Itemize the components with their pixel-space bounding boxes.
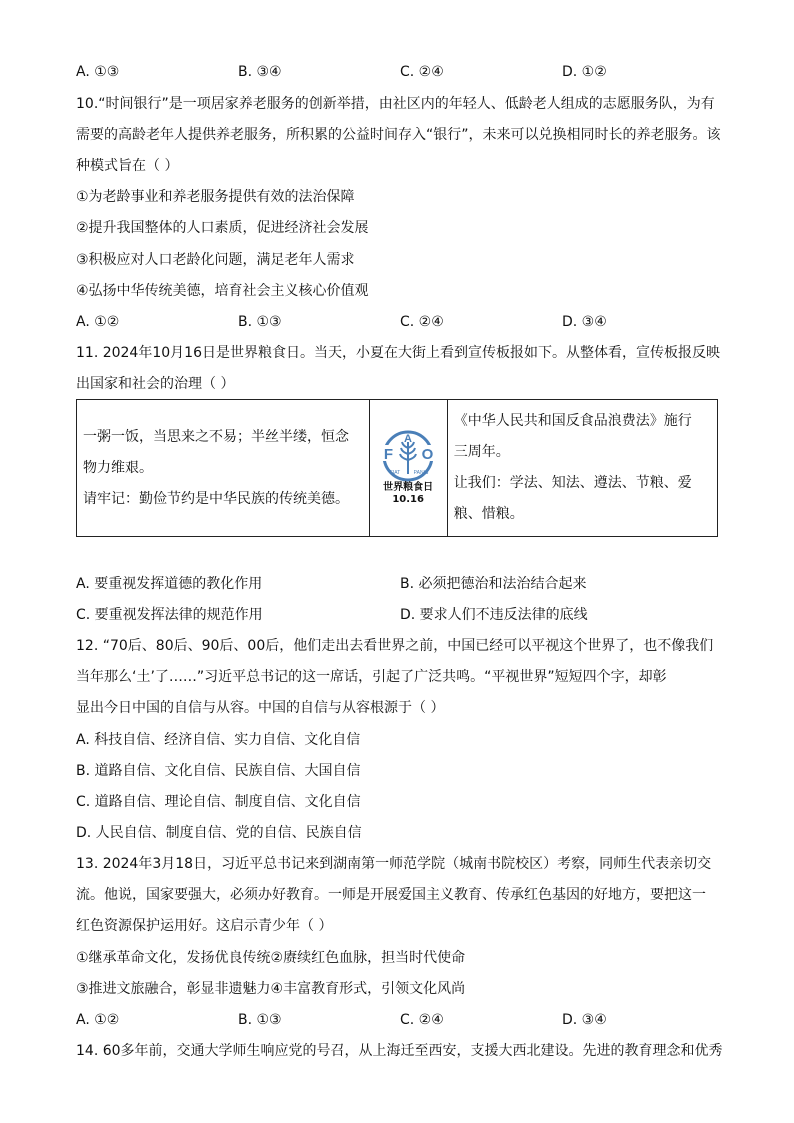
q9-option-a: A. ①③: [76, 64, 120, 80]
q10-item: ②提升我国整体的人口素质，促进经济社会发展: [76, 220, 369, 236]
logo-letter-o: O: [421, 446, 434, 463]
q10-stem-line: 需要的高龄老年人提供养老服务，所积累的公益时间存入“银行”，未来可以兑换相同时长的养老服务。该: [76, 127, 721, 143]
q11-option-d: D. 要求人们不违反法律的底线: [400, 607, 588, 623]
logo-title: 世界粮食日: [383, 482, 434, 493]
poster-right-line: 粮、惜粮。: [453, 506, 524, 522]
poster-left-line: 物力维艰。: [83, 459, 153, 476]
q11-stem-line: 出国家和社会的治理（ ）: [76, 376, 235, 392]
q12-stem-line: 当年那么‘土’了……”习近平总书记的这一席话，引起了广泛共鸣。“平视世界”短短四个字，却彰: [76, 669, 667, 685]
poster-right-line: 《中华人民共和国反食品浪费法》施行: [453, 413, 692, 429]
poster-logo-cell: [369, 400, 447, 537]
q12-option-c: C. 道路自信、理论自信、制度自信、文化自信: [76, 794, 361, 810]
q13-stem-line: 流。他说，国家要强大，必须办好教育。一师是开展爱国主义教育、传承红色基因的好地方，要把这一: [76, 887, 706, 903]
q13-item: ①继承革命文化，发扬优良传统②赓续红色血脉，担当时代使命: [76, 950, 466, 966]
q12-stem-line: 显出今日中国的自信与从容。中国的自信与从容根源于（ ）: [76, 700, 445, 716]
q9-option-c: C. ②④: [400, 64, 444, 80]
poster-left-line: 一粥一饭，当思来之不易；半丝半缕，恒念: [83, 428, 349, 445]
q10-item: ①为老龄事业和养老服务提供有效的法治保障: [76, 189, 355, 205]
logo-date: 10.16: [392, 494, 424, 505]
poster-right-line: 让我们：学法、知法、遵法、节粮、爱: [453, 475, 692, 491]
logo-fiat-text: FIAT: [389, 470, 401, 476]
q10-stem-line: 10.“时间银行”是一项居家养老服务的创新举措，由社区内的年轻人、低龄老人组成的志愿服务队，为有: [76, 96, 715, 112]
poster-left-cell: [77, 400, 370, 537]
q13-option-b: B. ①③: [238, 1012, 282, 1028]
q10-option-b: B. ①③: [238, 314, 282, 330]
q10-stem-line: 种模式旨在（ ）: [76, 158, 179, 174]
q13-option-a: A. ①②: [76, 1012, 120, 1028]
fao-logo-icon: [378, 430, 438, 482]
q12-stem-line: 12. “70后、80后、90后、00后，他们走出去看世界之前，中国已经可以平视这个世界了，也不像我们: [76, 638, 714, 654]
q11-option-a: A. 要重视发挥道德的教化作用: [76, 576, 263, 592]
q14-stem-line: 14. 60多年前，交通大学师生响应党的号召，从上海迁至西安，支援大西北建设。先进的教育理念和优秀: [76, 1043, 723, 1059]
q13-option-d: D. ③④: [562, 1012, 607, 1028]
q11-stem-line: 11. 2024年10月16日是世界粮食日。当天，小夏在大街上看到宣传板报如下。从整体看，宣传板报反映: [76, 345, 720, 361]
logo-letter-a: A: [404, 433, 413, 445]
q11-option-c: C. 要重视发挥法律的规范作用: [76, 607, 263, 623]
poster-right-cell: [447, 400, 717, 537]
q13-option-c: C. ②④: [400, 1012, 444, 1028]
poster-left-line: 请牢记：勤俭节约是中华民族的传统美德。: [83, 490, 349, 507]
q10-option-d: D. ③④: [562, 314, 607, 330]
q9-option-b: B. ③④: [238, 64, 282, 80]
logo-letter-f: F: [384, 446, 394, 463]
q13-stem-line: 红色资源保护运用好。这启示青少年（ ）: [76, 918, 333, 934]
q10-option-c: C. ②④: [400, 314, 444, 330]
logo-panis-text: PANIS: [413, 470, 429, 476]
q13-stem-line: 13. 2024年3月18日，习近平总书记来到湖南第一师范学院（城南书院校区）考察，同师生代表亲切交: [76, 856, 712, 872]
q13-item: ③推进文旅融合，彰显非遗魅力④丰富教育形式，引领文化风尚: [76, 981, 466, 997]
q12-option-a: A. 科技自信、经济自信、实力自信、文化自信: [76, 732, 361, 748]
q12-option-b: B. 道路自信、文化自信、民族自信、大国自信: [76, 763, 361, 779]
q10-option-a: A. ①②: [76, 314, 120, 330]
q10-item: ④弘扬中华传统美德，培育社会主义核心价值观: [76, 283, 369, 299]
q10-item: ③积极应对人口老龄化问题，满足老年人需求: [76, 252, 355, 268]
food-day-poster-table: [76, 399, 718, 537]
q11-option-b: B. 必须把德治和法治结合起来: [400, 576, 587, 592]
poster-right-line: 三周年。: [453, 444, 510, 460]
q9-option-d: D. ①②: [562, 64, 607, 80]
q12-option-d: D. 人民自信、制度自信、党的自信、民族自信: [76, 825, 362, 841]
